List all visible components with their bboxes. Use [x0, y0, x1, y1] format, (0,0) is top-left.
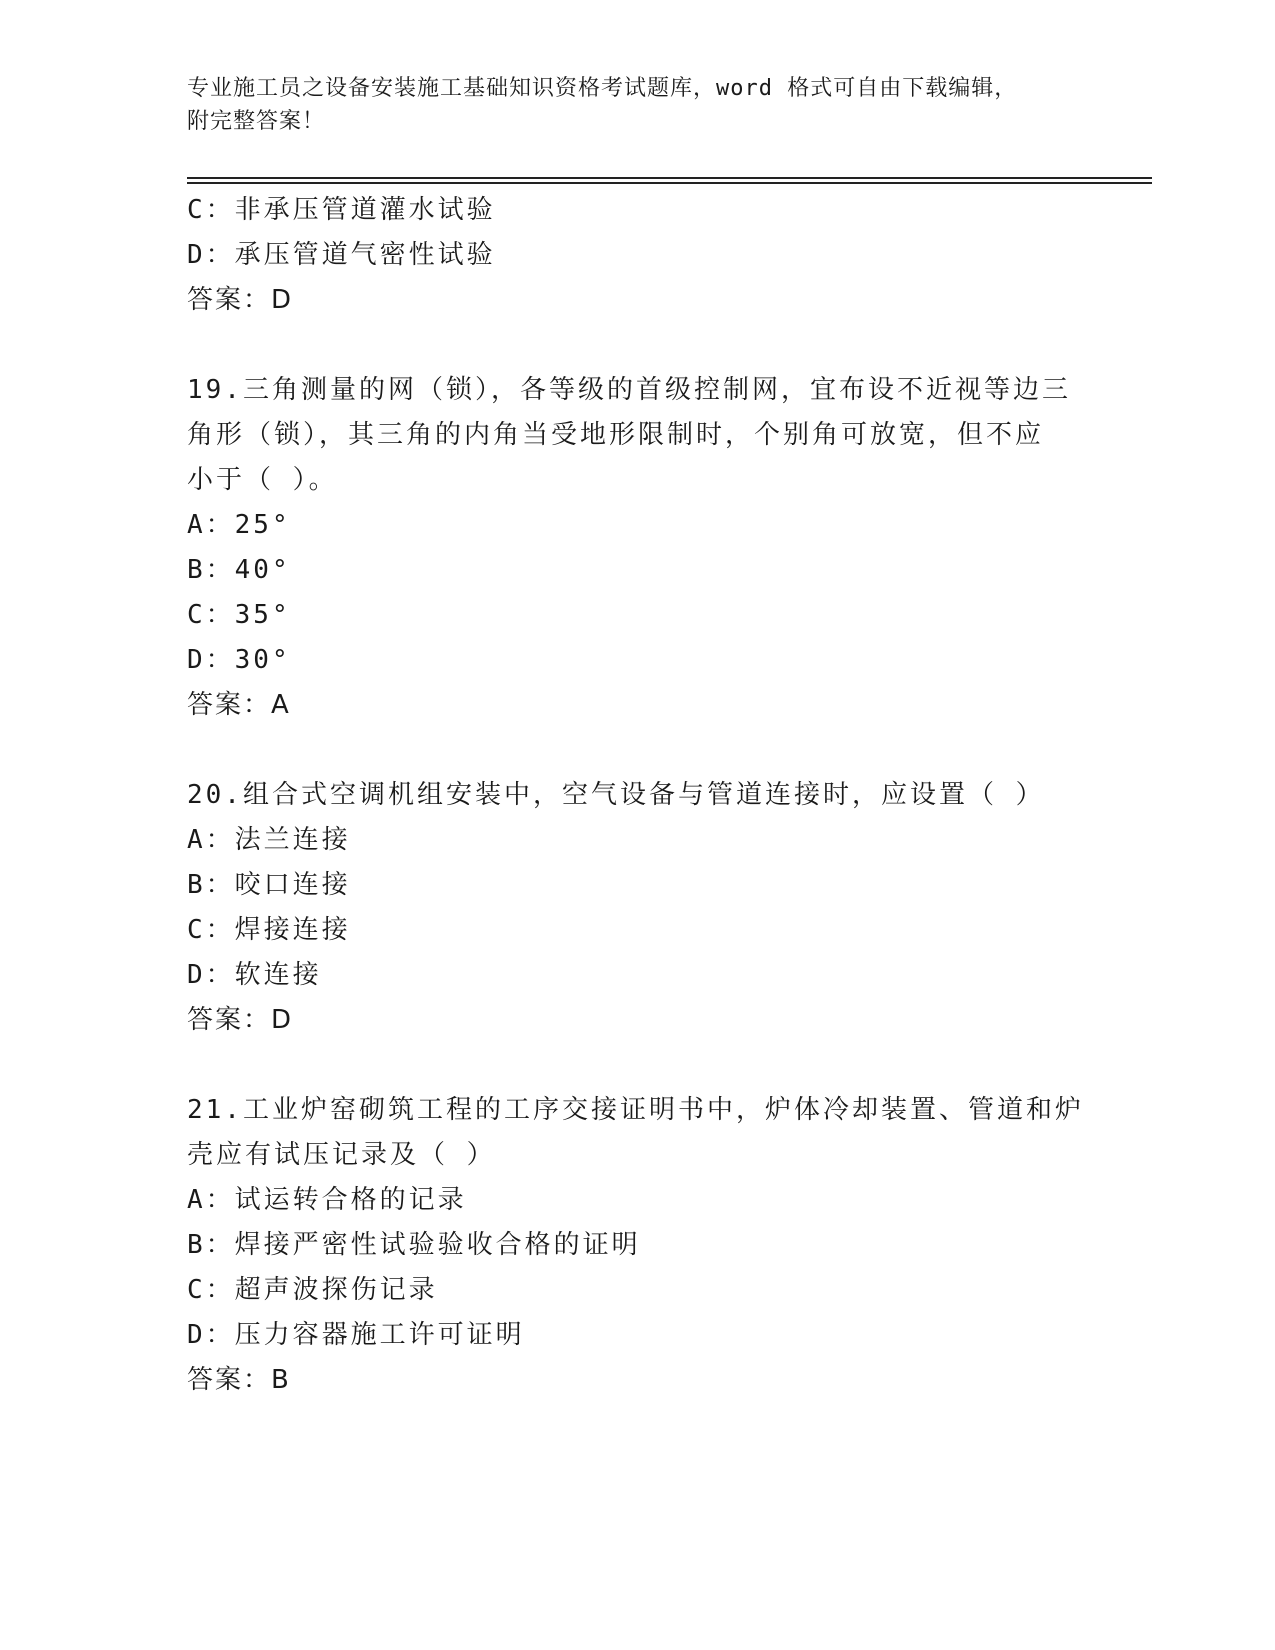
option-d: D：软连接: [187, 960, 322, 990]
answer: 答案：B: [187, 1365, 291, 1395]
question-text-line: 20.组合式空调机组安装中，空气设备与管道连接时，应设置（ ）: [187, 780, 1045, 810]
option-b: B：咬口连接: [187, 870, 351, 900]
option-d: D：承压管道气密性试验: [187, 240, 496, 270]
document-header: [187, 72, 1067, 138]
question-text-line: 21.工业炉窑砌筑工程的工序交接证明书中，炉体冷却装置、管道和炉: [187, 1095, 1084, 1125]
question-18-tail: [187, 188, 1067, 323]
option-a: A：试运转合格的记录: [187, 1185, 467, 1215]
answer: 答案：D: [187, 285, 294, 315]
header-rule-top: [187, 177, 1152, 179]
answer: 答案：D: [187, 1005, 294, 1035]
option-b: B：焊接严密性试验验收合格的证明: [187, 1230, 641, 1260]
question-text-line: 壳应有试压记录及（ ）: [187, 1140, 496, 1170]
header-rule-bottom: [187, 182, 1152, 184]
question-20: [187, 773, 1067, 1043]
answer: 答案：A: [187, 690, 291, 720]
question-text-line: 19.三角测量的网（锁），各等级的首级控制网，宜布设不近视等边三: [187, 375, 1071, 405]
question-list: [187, 188, 1084, 1403]
option-a: A：25°: [187, 510, 291, 540]
question-text-line: 角形（锁），其三角的内角当受地形限制时，个别角可放宽，但不应: [187, 420, 1045, 450]
option-c: C：35°: [187, 600, 291, 630]
question-19: [187, 368, 1071, 728]
option-a: A：法兰连接: [187, 825, 351, 855]
option-c: C：非承压管道灌水试验: [187, 195, 496, 225]
header-line-2: 附完整答案！: [187, 109, 326, 134]
option-c: C：超声波探伤记录: [187, 1275, 438, 1305]
option-b: B：40°: [187, 555, 291, 585]
option-d: D：30°: [187, 645, 291, 675]
question-text-line: 小于（ ）。: [187, 465, 338, 495]
option-c: C：焊接连接: [187, 915, 351, 945]
header-line-1: 专业施工员之设备安装施工基础知识资格考试题库，word 格式可自由下载编辑，: [187, 76, 1018, 101]
option-d: D：压力容器施工许可证明: [187, 1320, 525, 1350]
question-21: [187, 1088, 1084, 1403]
